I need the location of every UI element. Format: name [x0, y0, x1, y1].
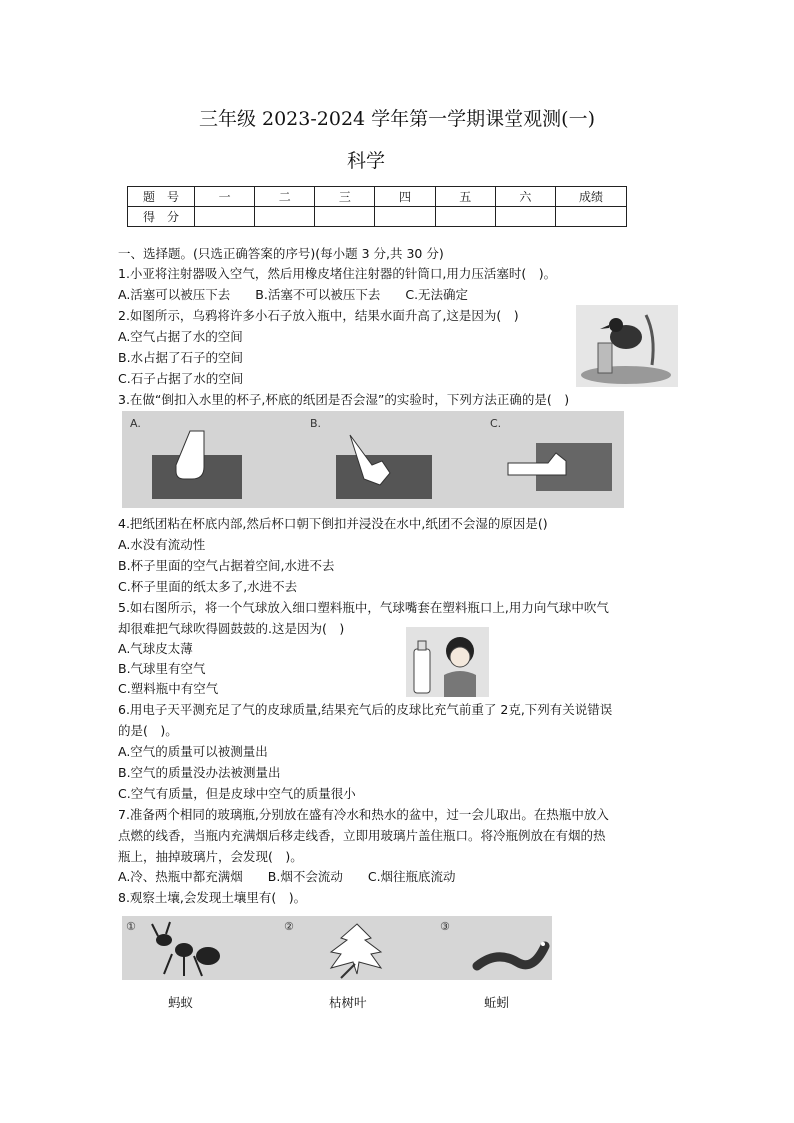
score-row-label: 得 分 — [128, 207, 195, 227]
caption-earthworm: 蚯蚓 — [484, 995, 510, 1010]
subject-title: 科学 — [346, 150, 385, 172]
dead-leaf-icon — [331, 924, 381, 978]
page-title: 三年级 2023-2024 学年第一学期课堂观测(一) — [198, 108, 596, 130]
caption-dead-leaf: 枯树叶 — [329, 995, 367, 1010]
score-table-header-row — [128, 187, 627, 207]
score-col-3: 三 — [315, 187, 375, 207]
score-cell — [195, 207, 255, 227]
q4-option-b: B.杯子里面的空气占据着空间,水进不去 — [118, 558, 335, 573]
q3-stem: 3.在做“倒扣入水里的杯子,杯底的纸团是否会湿”的实验时，下列方法正确的是( ) — [118, 392, 570, 407]
ant-icon — [152, 922, 220, 976]
q8-num-1: ① — [126, 920, 136, 933]
q2-option-b: B.水占据了石子的空间 — [118, 350, 244, 365]
q5-option-c: C.塑料瓶中有空气 — [118, 681, 219, 696]
score-col-1: 一 — [195, 187, 255, 207]
q3-label-c: C. — [490, 417, 502, 430]
score-cell — [556, 207, 627, 227]
score-table-score-row — [128, 207, 627, 227]
q5-option-a: A.气球皮太薄 — [118, 641, 193, 656]
q1-options: A.活塞可以被压下去 B.活塞不可以被压下去 C.无法确定 — [118, 287, 469, 302]
score-cell — [255, 207, 315, 227]
score-header-label: 题 号 — [128, 187, 195, 207]
score-cell — [435, 207, 495, 227]
q6-option-c: C.空气有质量，但是皮球中空气的质量很小 — [118, 786, 356, 801]
q2-stem: 2.如图所示，乌鸦将许多小石子放入瓶中，结果水面升高了,这是因为( ) — [118, 308, 519, 323]
score-col-4: 四 — [375, 187, 435, 207]
score-col-2: 二 — [255, 187, 315, 207]
score-cell — [375, 207, 435, 227]
q3-figure — [122, 411, 624, 508]
hand-a — [176, 431, 204, 479]
q4-option-a: A.水没有流动性 — [118, 537, 206, 552]
q6-option-b: B.空气的质量没办法被测量出 — [118, 765, 281, 780]
score-cell — [495, 207, 555, 227]
q3-label-a: A. — [130, 417, 141, 430]
q3-label-b: B. — [310, 417, 322, 430]
q8-figure — [122, 916, 552, 980]
q8-num-2: ② — [284, 920, 294, 933]
q7-stem-line1: 7.准备两个相同的玻璃瓶,分别放在盛有冷水和热水的盆中，过一会儿取出。在热瓶中放入 — [118, 807, 609, 822]
q4-stem: 4.把纸团粘在杯底内部,然后杯口朝下倒扣并浸没在水中,纸团不会湿的原因是() — [118, 516, 548, 531]
q2-option-a: A.空气占据了水的空间 — [118, 329, 243, 344]
q5-option-b: B.气球里有空气 — [118, 661, 206, 676]
earthworm-icon — [477, 942, 545, 966]
score-col-total: 成绩 — [556, 187, 627, 207]
q8-num-3: ③ — [440, 920, 450, 933]
q1-stem: 1.小亚将注射器吸入空气，然后用橡皮堵住注射器的针筒口,用力压活塞时( )。 — [118, 266, 557, 281]
boy-blowing-balloon-illustration — [406, 627, 489, 697]
q4-option-c: C.杯子里面的纸太多了,水进不去 — [118, 579, 298, 594]
crow-illustration — [576, 305, 678, 387]
balloon-figure — [406, 627, 489, 697]
score-cell — [315, 207, 375, 227]
q2-option-c: C.石子占据了水的空间 — [118, 371, 244, 386]
q7-stem-line3: 瓶上，抽掉玻璃片，会发现( )。 — [118, 849, 303, 864]
score-col-5: 五 — [435, 187, 495, 207]
q6-stem-line1: 6.用电子天平测充足了气的皮球质量,结果充气后的皮球比充气前重了 2克,下列有关说错误 — [118, 702, 613, 717]
section-heading: 一、选择题。(只选正确答案的序号)(每小题 3 分,共 30 分) — [118, 246, 444, 261]
q6-stem-line2: 的是( )。 — [118, 723, 178, 738]
q8-stem: 8.观察土壤,会发现土壤里有( )。 — [118, 890, 307, 905]
q7-stem-line2: 点燃的线香，当瓶内充满烟后移走线香，立即用玻璃片盖住瓶口。将冷瓶例放在有烟的热 — [118, 828, 606, 843]
q6-option-a: A.空气的质量可以被测量出 — [118, 744, 268, 759]
q7-options: A.冷、热瓶中都充满烟 B.烟不会流动 C.烟往瓶底流动 — [118, 869, 456, 884]
crow-figure — [576, 305, 678, 387]
score-col-6: 六 — [495, 187, 555, 207]
q5-stem-line1: 5.如右图所示，将一个气球放入细口塑料瓶中，气球嘴套在塑料瓶口上,用力向气球中吹气 — [118, 600, 609, 615]
score-table — [127, 186, 627, 227]
caption-ant: 蚂蚁 — [168, 995, 194, 1010]
q5-stem-line2: 却很难把气球吹得圆鼓鼓的.这是因为( ) — [118, 621, 345, 636]
